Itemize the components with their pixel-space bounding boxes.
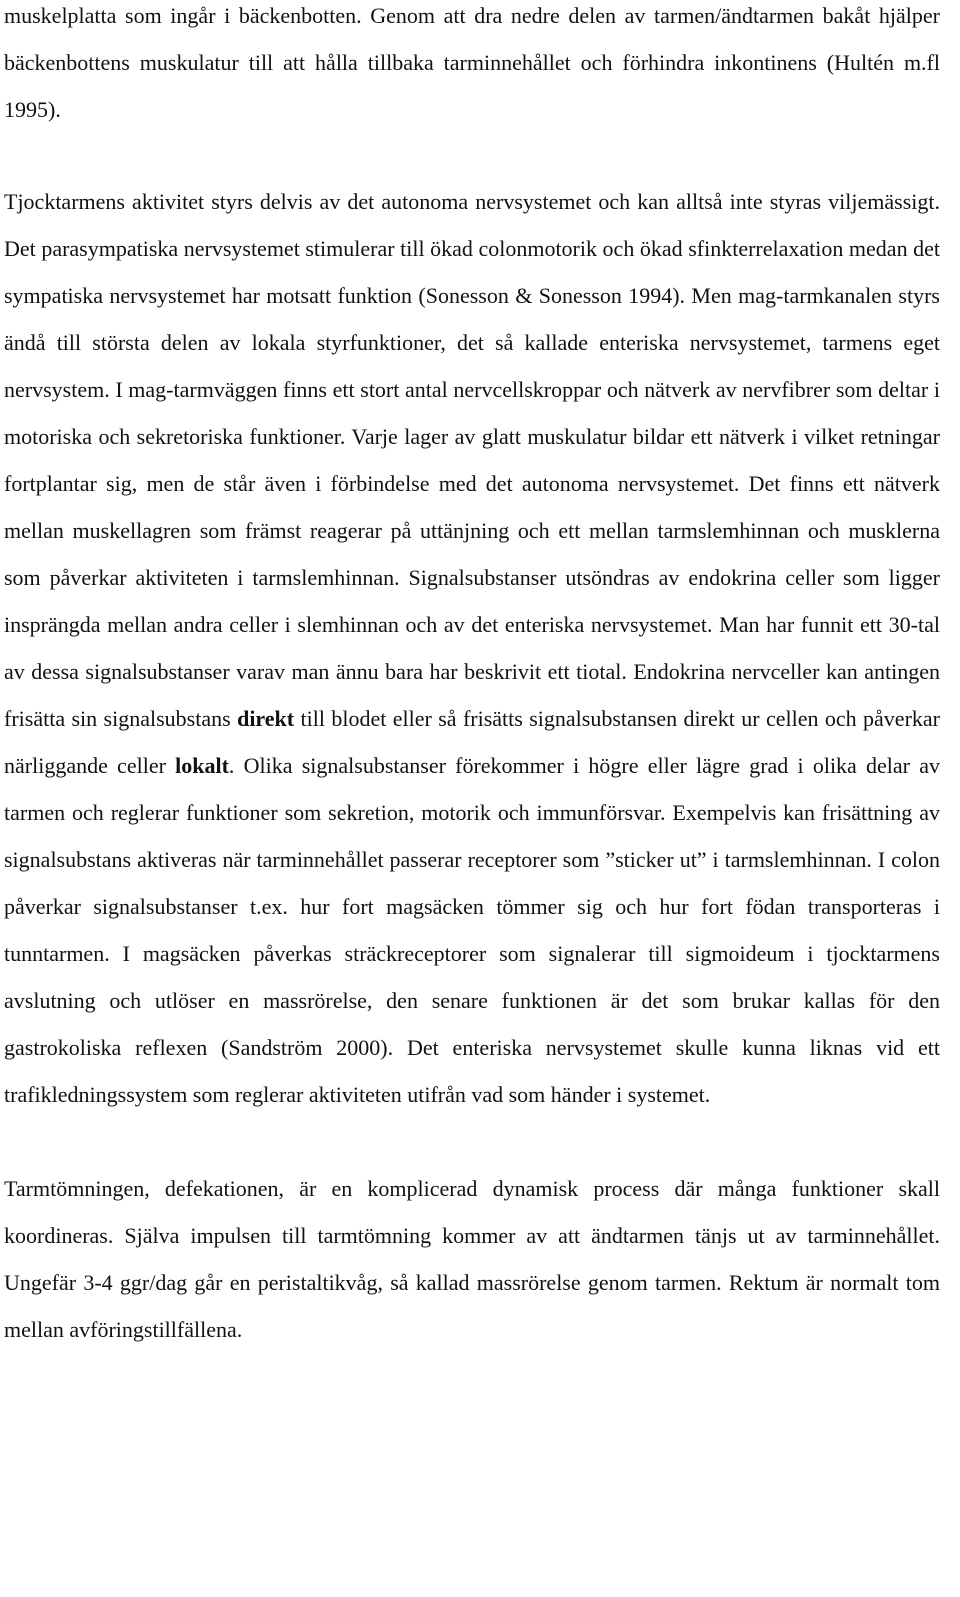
paragraph-2 bbox=[4, 178, 940, 1118]
paragraph-3: Tarmtömningen, defekationen, är en komplicerad dynamisk process där många funktioner skall koordineras. Själva impulsen till tarmtömning kommer av att ändtarmen tänjs ut av tarminnehållet. Ungefär 3-4 ggr/dag går en peristaltikvåg, så kallad massrörelse genom tarmen. Rektum är normalt tom mellan avföringstillfällena. bbox=[4, 1176, 940, 1342]
document-page bbox=[4, 0, 940, 1353]
paragraph-2-text-2: till blodet eller så frisätts signalsubstansen direkt ur cellen och påverkar närliggande celler bbox=[4, 706, 940, 778]
paragraph-2-text-3: . Olika signalsubstanser förekommer i högre eller lägre grad i olika delar av tarmen och reglerar funktioner som sekretion, motorik och immunförsvar. Exempelvis kan frisättning av signalsubstans aktiveras när tarminnehållet passerar receptorer som ”sticker ut” i tarmslemhinnan. I colon påverkar signalsubstanser t.ex. hur fort magsäcken tömmer sig och hur fort födan transporteras i tunntarmen. I magsäcken påverkas sträckreceptorer som signalerar till sigmoideum i tjocktarmens avslutning och utlöser en massrörelse, den senare funktionen är det som brukar kallas för den gastrokoliska reflexen (Sandström 2000). Det enteriska nervsystemet skulle kunna liknas vid ett trafikledningssystem som reglerar aktiviteten utifrån vad som händer i systemet. bbox=[4, 753, 940, 1107]
bold-term-lokalt: lokalt bbox=[175, 753, 229, 778]
paragraph-1: muskelplatta som ingår i bäckenbotten. Genom att dra nedre delen av tarmen/ändtarmen bakåt hjälper bäckenbottens muskulatur till att hålla tillbaka tarminnehållet och förhindra inkontinens (Hultén m.fl 1995). bbox=[4, 3, 940, 122]
bold-term-direkt: direkt bbox=[237, 706, 295, 731]
paragraph-2-text-1: Tjocktarmens aktivitet styrs delvis av det autonoma nervsystemet och kan alltså inte styras viljemässigt. Det parasympatiska nervsystemet stimulerar till ökad colonmotorik och ökad sfinkterrelaxation medan det sympatiska nervsystemet har motsatt funktion (Sonesson & Sonesson 1994). Men mag-tarmkanalen styrs ändå till största delen av lokala styrfunktioner, det så kallade enteriska nervsystemet, tarmens eget nervsystem. I mag-tarmväggen finns ett stort antal nervcellskroppar och nätverk av nervfibrer som deltar i motoriska och sekretoriska funktioner. Varje lager av glatt muskulatur bildar ett nätverk i vilket retningar fortplantar sig, men de står även i förbindelse med det autonoma nervsystemet. Det finns ett nätverk mellan muskellagren som främst reagerar på uttänjning och ett mellan tarmslemhinnan och musklerna som påverkar aktiviteten i tarmslemhinnan. Signalsubstanser utsöndras av endokrina celler som ligger insprängda mellan andra celler i slemhinnan och av det enteriska nervsystemet. Man har funnit ett 30-tal av dessa signalsubstanser varav man ännu bara har beskrivit ett tiotal. Endokrina nervceller kan antingen frisätta sin signalsubstans bbox=[4, 189, 940, 731]
paragraph-spacer bbox=[4, 1118, 940, 1165]
paragraph-spacer bbox=[4, 133, 940, 178]
